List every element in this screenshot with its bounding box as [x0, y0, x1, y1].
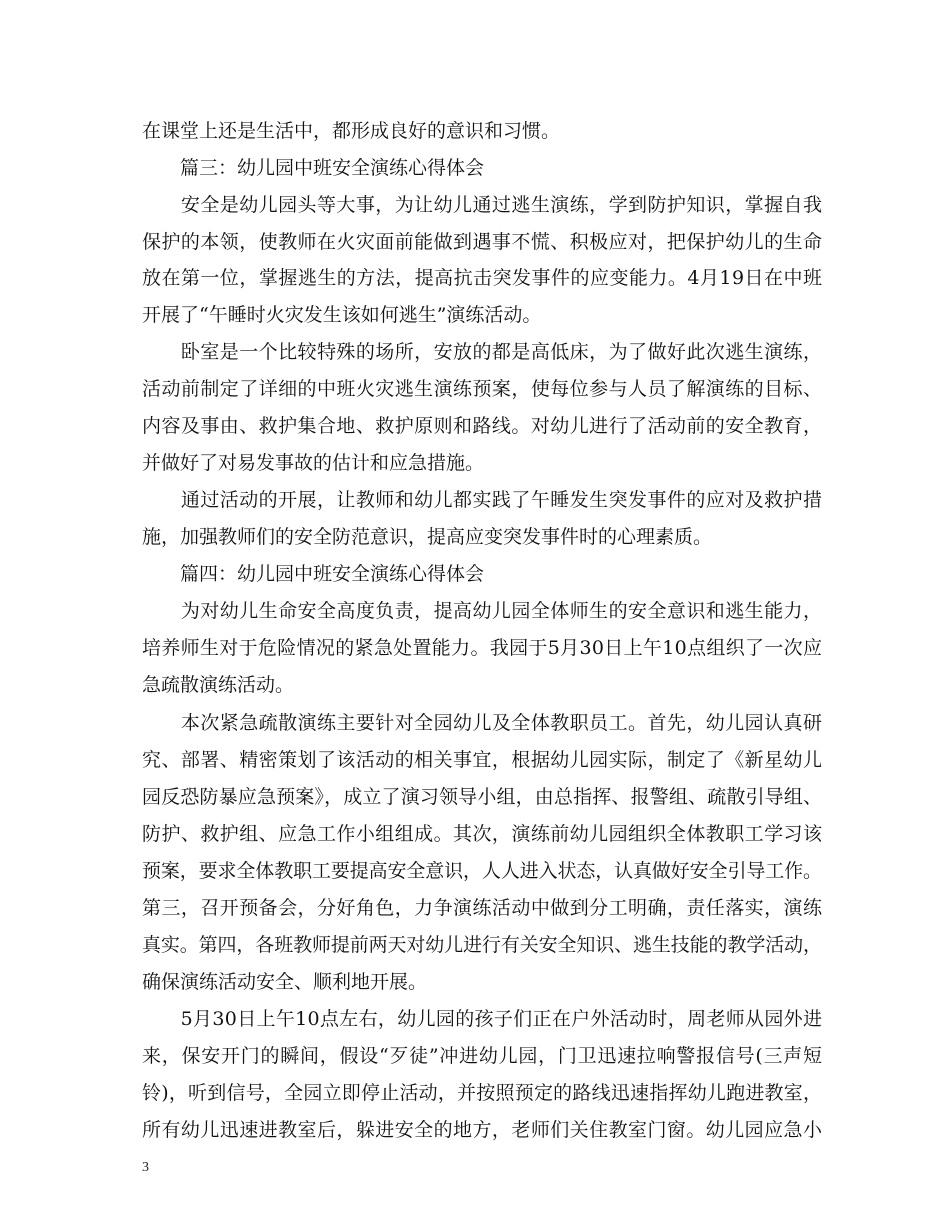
body-text-line: 卧室是一个比较特殊的场所，安放的都是高低床，为了做好此次逃生演练，	[142, 341, 823, 363]
body-text-line: 铃)，听到信号，全园立即停止活动，并按照预定的路线迅速指挥幼儿跑进教室，	[142, 1082, 823, 1104]
body-text-line: 防护、救护组、应急工作小组组成。其次，演练前幼儿园组织全体教职工学习该	[142, 823, 823, 845]
body-text-line: 本次紧急疏散演练主要针对全园幼儿及全体教职员工。首先，幼儿园认真研	[142, 712, 823, 734]
body-text-line: 并做好了对易发事故的估计和应急措施。	[142, 452, 485, 474]
body-text-line: 活动前制定了详细的中班火灾逃生演练预案，使每位参与人员了解演练的目标、	[142, 378, 823, 400]
body-text-line: 究、部署、精密策划了该活动的相关事宜，根据幼儿园实际，制定了《新星幼儿	[142, 749, 823, 771]
body-text-line: 5月30日上午10点左右，幼儿园的孩子们正在户外活动时，周老师从园外进	[142, 1008, 823, 1030]
body-text-line: 施，加强教师们的安全防范意识，提高应变突发事件时的心理素质。	[142, 526, 713, 548]
body-text-line: 放在第一位，掌握逃生的方法，提高抗击突发事件的应变能力。4月19日在中班	[142, 267, 823, 289]
body-text-line: 园反恐防暴应急预案》，成立了演习领导小组，由总指挥、报警组、疏散引导组、	[142, 786, 823, 808]
body-text-line: 在课堂上还是生活中，都形成良好的意识和习惯。	[142, 120, 561, 142]
body-text-line: 篇三：幼儿园中班安全演练心得体会	[142, 157, 485, 179]
body-text-line: 来，保安开门的瞬间，假设“歹徒”冲进幼儿园，门卫迅速拉响警报信号(三声短	[142, 1045, 823, 1067]
body-text-line: 为对幼儿生命安全高度负责，提高幼儿园全体师生的安全意识和逃生能力，	[142, 600, 823, 622]
body-text-line: 第三，召开预备会，分好角色，力争演练活动中做到分工明确，责任落实，演练	[142, 897, 823, 919]
body-text-line: 培养师生对于危险情况的紧急处置能力。我园于5月30日上午10点组织了一次应	[142, 637, 823, 659]
body-text-line: 内容及事由、救护集合地、救护原则和路线。对幼儿进行了活动前的安全教育，	[142, 415, 823, 437]
body-text-line: 通过活动的开展，让教师和幼儿都实践了午睡发生突发事件的应对及救护措	[142, 489, 823, 511]
page-number: 3	[142, 1160, 149, 1175]
body-text-line: 所有幼儿迅速进教室后，躲进安全的地方，老师们关住教室门窗。幼儿园应急小	[142, 1119, 823, 1141]
body-text-line: 真实。第四，各班教师提前两天对幼儿进行有关安全知识、逃生技能的教学活动，	[142, 934, 822, 956]
body-text-line: 急疏散演练活动。	[142, 674, 295, 696]
body-text-line: 篇四：幼儿园中班安全演练心得体会	[142, 563, 485, 585]
body-text-line: 预案，要求全体教职工要提高安全意识，人人进入状态，认真做好安全引导工作。	[142, 860, 822, 882]
body-text-line: 开展了“午睡时火灾发生该如何逃生”演练活动。	[142, 304, 542, 326]
body-text-line: 安全是幼儿园头等大事，为让幼儿通过逃生演练，学到防护知识，掌握自我	[142, 194, 823, 216]
body-text-line: 保护的本领，使教师在火灾面前能做到遇事不慌、积极应对，把保护幼儿的生命	[142, 231, 823, 253]
body-text-line: 确保演练活动安全、顺利地开展。	[142, 971, 428, 993]
